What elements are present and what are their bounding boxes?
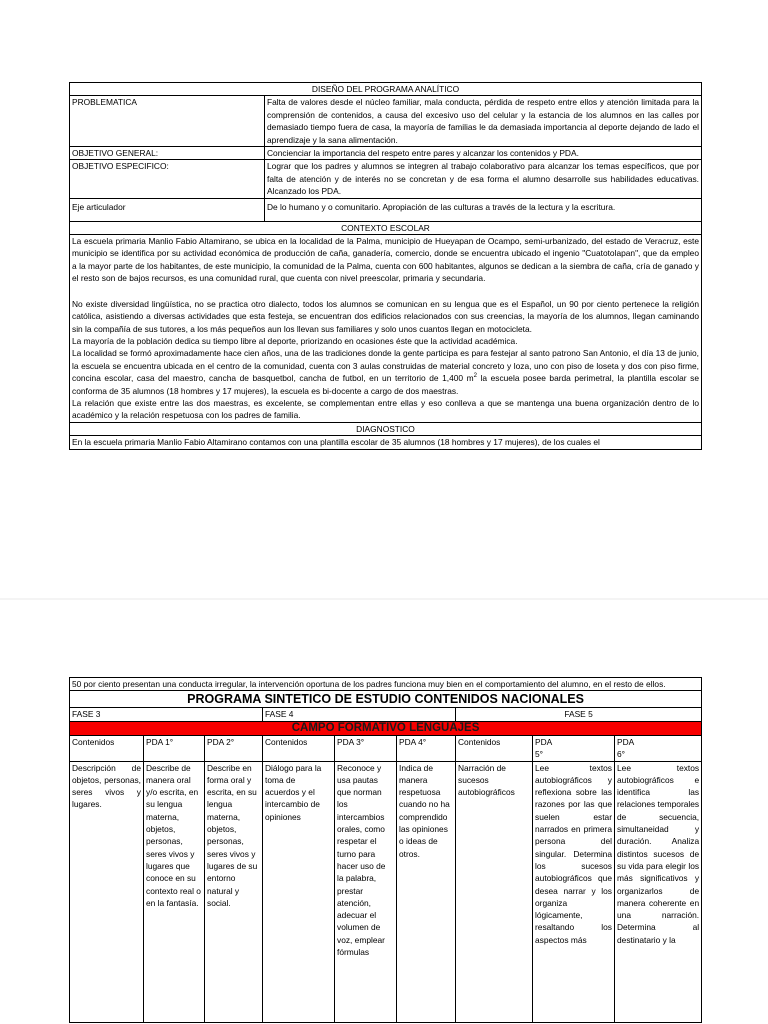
diagnostico-title: DIAGNOSTICO bbox=[70, 422, 702, 435]
diagnostico-continuation: 50 por ciento presentan una conducta irregular, la intervención oportuna de los padres funciona muy bien en el comportamiento del alumno, en el resto de ellos. bbox=[70, 678, 702, 691]
cell-pda-2: Describe en forma oral y escrita, en su lengua materna, objetos, personas, seres vivos y lugares de su entorno natural y social. bbox=[205, 761, 263, 1022]
objetivo-especifico-row bbox=[70, 160, 702, 198]
analitico-title: DISEÑO DEL PROGRAMA ANALÍTICO bbox=[70, 83, 702, 96]
objetivo-general-label: OBJETIVO GENERAL: bbox=[70, 147, 265, 160]
header-pda-3: PDA 3° bbox=[335, 735, 397, 761]
contexto-title: CONTEXTO ESCOLAR bbox=[70, 221, 702, 234]
cell-pda-1: Describe de manera oral y/o escrita, en su lengua materna, objetos, personas, seres vivos y lugares que conoce en su contexto real o en la fantasía. bbox=[144, 761, 205, 1022]
sintetico-title-row bbox=[70, 691, 702, 708]
page-sintetico bbox=[0, 600, 768, 1024]
problematica-text: Falta de valores desde el núcleo familiar, mala conducta, pérdida de respeto entre ellos y atención limitada para la comprensión de contenidos, a causa del excesivo uso del celular y la estancia de los alumnos en las calles por demasiado tiempo fuera de casa, la mayoría de familias le da demasiada importancia al deporte dejando de lado el aprendizaje y la sana alimentación. bbox=[265, 96, 702, 147]
header-pda-2: PDA 2° bbox=[205, 735, 263, 761]
fase-5-label: FASE 5 bbox=[456, 708, 702, 721]
objetivo-general-text: Concienciar la importancia del respeto entre pares y alcanzar los contenidos y PDA. bbox=[265, 147, 702, 160]
problematica-label: PROBLEMATICA bbox=[70, 96, 265, 147]
programa-analitico-table bbox=[69, 82, 702, 450]
cell-contenidos-fase3: Descripción de objetos, personas, seres vivos y lugares. bbox=[70, 761, 144, 1022]
analitico-title-row bbox=[70, 83, 702, 96]
problematica-row bbox=[70, 96, 702, 147]
header-pda-5: PDA 5° bbox=[533, 735, 615, 761]
cell-pda-5: Lee textos autobiográficos y reflexiona sobre las razones por las que suelen estar narrados en primera persona del singular. Determina los sucesos autobiográficos que desea narrar y los organiza lógicamente, resaltando los aspectos más bbox=[533, 761, 615, 1022]
header-pda-1: PDA 1° bbox=[144, 735, 205, 761]
contexto-paragraph-4 bbox=[72, 347, 699, 397]
objetivo-especifico-text: Lograr que los padres y alumnos se integren al trabajo colaborativo para alcanzar los temas específicos, que por falta de atención y de interés no se concretan y de esa forma el alumno desarrolle sus habilidades educativas. Alcanzado los PDA. bbox=[265, 160, 702, 198]
contexto-escolar-text bbox=[70, 235, 702, 423]
diagnostico-text: En la escuela primaria Manlio Fabio Altamirano contamos con una plantilla escolar de 35 alumnos (18 hombres y 17 mujeres), de los cuales el bbox=[70, 436, 702, 449]
diagnostico-title-row bbox=[70, 422, 702, 435]
sintetico-title: PROGRAMA SINTETICO DE ESTUDIO CONTENIDOS NACIONALES bbox=[70, 691, 702, 708]
programa-sintetico-table bbox=[69, 677, 702, 1023]
superscript-2: 2 bbox=[473, 373, 477, 380]
header-contenidos-fase4: Contenidos bbox=[263, 735, 335, 761]
campo-formativo-banner: CAMPO FORMATIVO LENGUAJES bbox=[70, 721, 702, 735]
cell-contenidos-fase4: Diálogo para la toma de acuerdos y el intercambio de opiniones bbox=[263, 761, 335, 1022]
cell-pda-6: Lee textos autobiográficos e identifica las relaciones temporales de secuencia, simultaneidad y duración. Analiza distintos sucesos de su vida para elegir los más significativos y organizarlos de manera coherente en una narración. Determina al destinatario y la bbox=[615, 761, 702, 1022]
eje-articulador-text: De lo humano y o comunitario. Apropiación de las culturas a través de la lectura y la escritura. bbox=[265, 198, 702, 221]
diagnostico-row bbox=[70, 436, 702, 449]
header-contenidos-fase5: Contenidos bbox=[456, 735, 533, 761]
contexto-paragraph-3: La mayoría de la población dedica su tiempo libre al deporte, priorizando en ocasiones éste que la actividad académica. bbox=[72, 335, 518, 346]
eje-articulador-row bbox=[70, 198, 702, 221]
cell-pda-3: Reconoce y usa pautas que norman los intercambios orales, como respetar el turno para hacer uso de la palabra, prestar atención, adecuar el volumen de voz, emplear fórmulas bbox=[335, 761, 397, 1022]
continuation-row bbox=[70, 678, 702, 691]
contexto-row bbox=[70, 235, 702, 423]
contexto-paragraph-1: La escuela primaria Manlio Fabio Altamirano, se ubica en la localidad de la Palma, municipio de Hueyapan de Ocampo, semi-urbanizado, del estado de Veracruz, este municipio se identifica por su actividad económica de producción de caña, ganadería, comercio, donde se encuentra ubicado el ingenio "Cuatotolapan", que da empleo a la mayor parte de los habitantes, de este municipio, la comunidad de la Palma, cuenta con 600 habitantes, algunos se dedican a la siembra de caña, cría de ganado y el resto son de bajos recursos, es una comunidad rural, que cuenta con nivel preescolar, primaria y secundaria. bbox=[72, 236, 699, 284]
contexto-paragraph-5: La relación que existe entre las dos maestras, es excelente, se complementan entre ellas y eso conlleva a que se mantenga una buena organización dentro de lo académico y la relación respetuosa con los padres de familia. bbox=[72, 397, 699, 421]
contexto-paragraph-4b: la escuela posee barda perimetral, la plantilla escolar se conforma de 35 alumnos (18 hombres y 17 mujeres), la escuela es bi-docente a cargo de dos maestras. bbox=[72, 373, 700, 396]
objetivo-general-row bbox=[70, 147, 702, 160]
eje-articulador-label: Eje articulador bbox=[70, 198, 265, 221]
contexto-paragraph-4a: La localidad se formó aproximadamente hace cien años, una de las tradiciones donde la gente participa es para festejar al santo patrono San Antonio, el día 13 de junio, la escuela se encuentra ubicada en el centro de la comunidad, cuenta con 3 aulas construidas de material concreto y loza, uno con piso de loseta y dos con piso firme, concina escolar, casa del maestro, cancha de basquetbol, cancha de futbol, en un territorio de 1,400 m bbox=[72, 348, 699, 384]
cell-contenidos-fase5: Narración de sucesos autobiográficos bbox=[456, 761, 533, 1022]
contexto-paragraph-2: No existe diversidad lingüística, no se practica otro dialecto, todos los alumnos se comunican en su lengua que es el Español, un 90 por ciento pertenece la religión católica, asistiendo a diversas actividades que esta festeja, se encuentran dos edificios relacionados con sus creencias, la mayoría de los alumnos, llegan caminando sin la compañía de sus tutores, a los más pequeños aun los llevan sus familiares y solo unos cuantos llegan en motocicleta. bbox=[72, 298, 699, 334]
header-row bbox=[70, 735, 702, 761]
campo-formativo-row bbox=[70, 721, 702, 735]
header-contenidos-fase3: Contenidos bbox=[70, 735, 144, 761]
header-pda-4: PDA 4° bbox=[397, 735, 456, 761]
header-pda-6: PDA 6° bbox=[615, 735, 702, 761]
fase-4-label: FASE 4 bbox=[263, 708, 456, 721]
objetivo-especifico-label: OBJETIVO ESPECIFICO: bbox=[70, 160, 265, 198]
contexto-title-row bbox=[70, 221, 702, 234]
fase-3-label: FASE 3 bbox=[70, 708, 263, 721]
cell-pda-4: Indica de manera respetuosa cuando no ha comprendido las opiniones o ideas de otros. bbox=[397, 761, 456, 1022]
content-row bbox=[70, 761, 702, 1022]
fase-row bbox=[70, 708, 702, 721]
